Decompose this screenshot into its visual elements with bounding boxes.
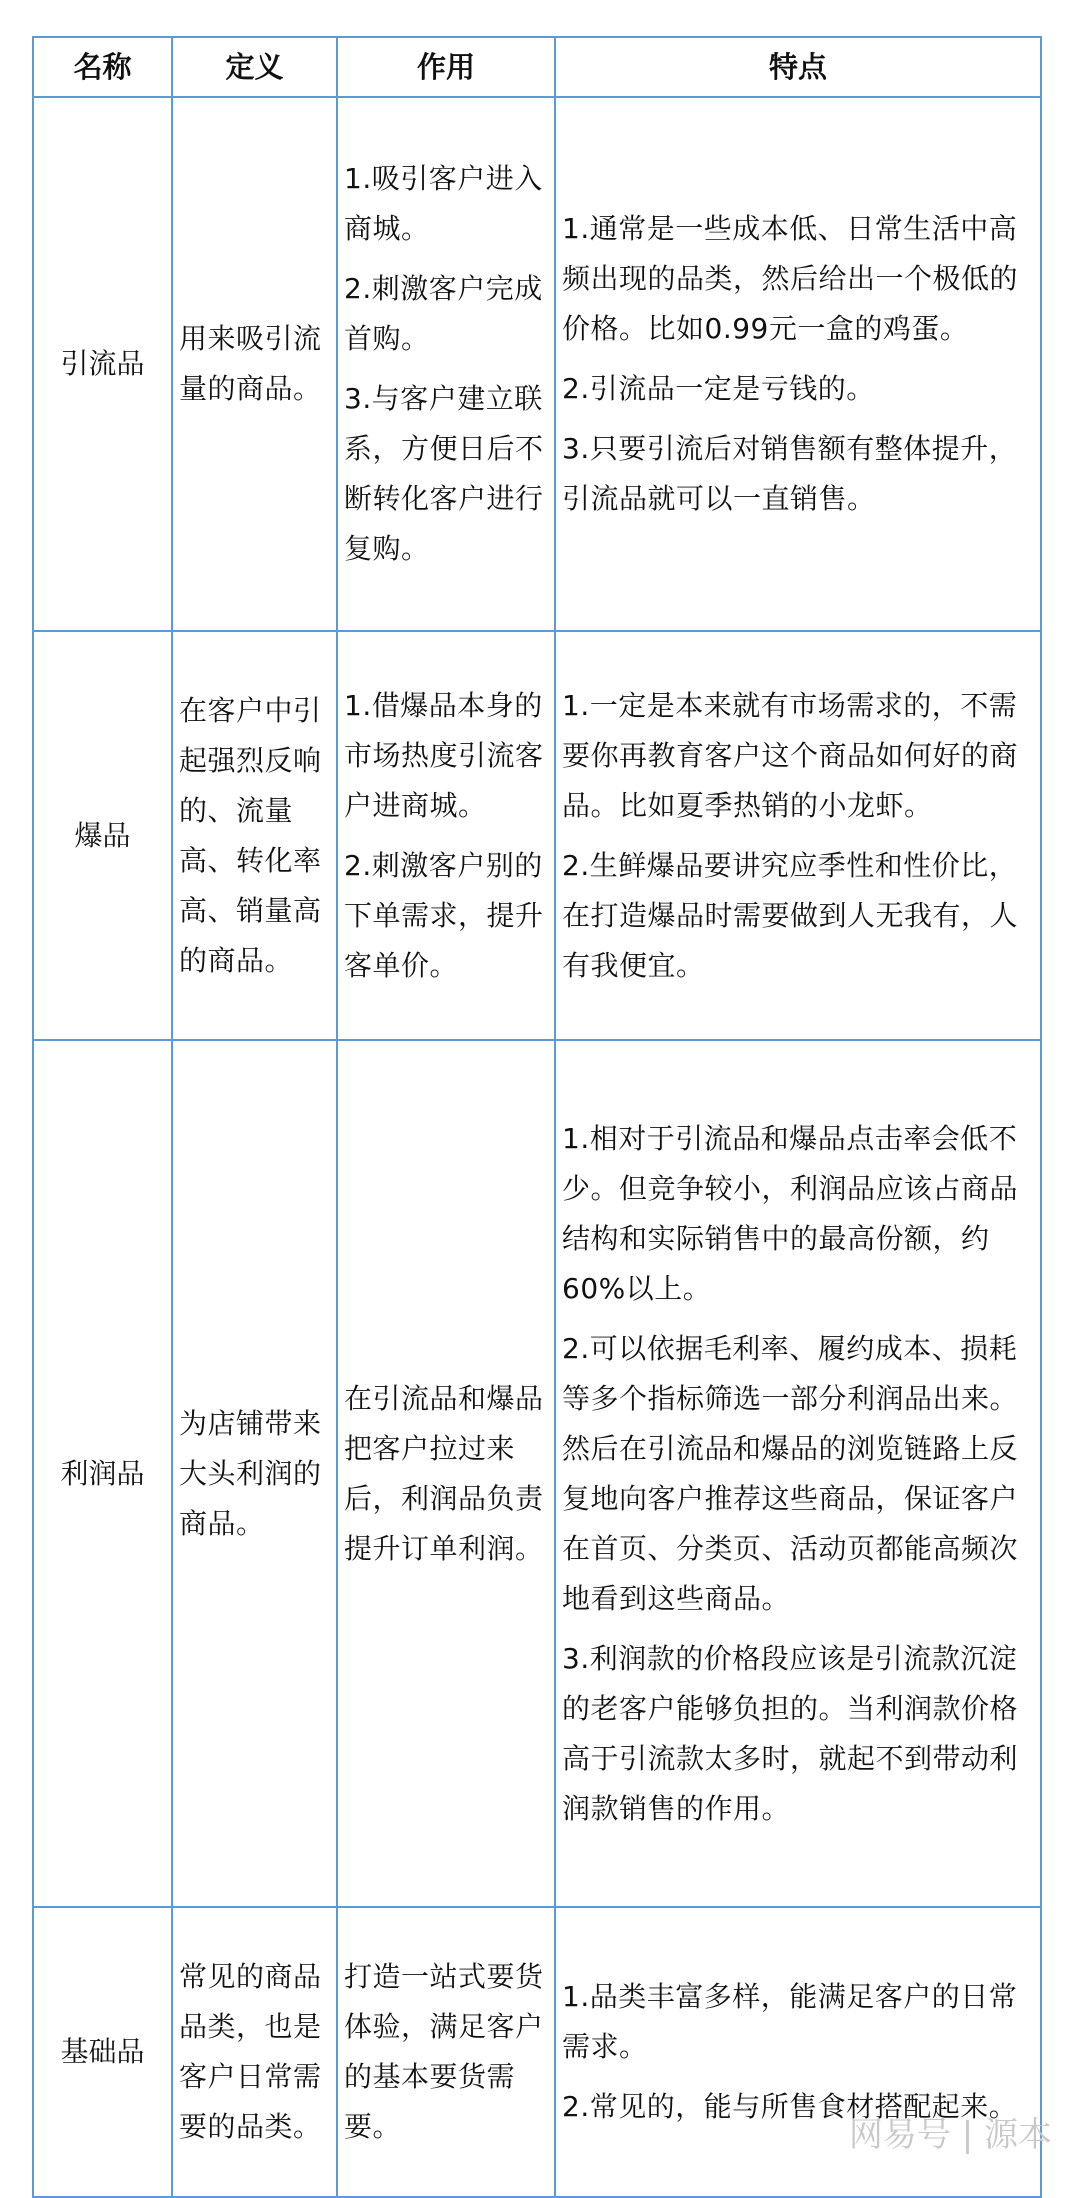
use-item: 1.借爆品本身的市场热度引流客户进商城。	[344, 688, 544, 822]
table-row	[33, 1040, 1041, 1907]
row-definition: 在客户中引起强烈反响的、流量高、转化率高、销量高的商品。	[172, 631, 337, 1040]
feature-item: 1.品类丰富多样，能满足客户的日常需求。	[562, 1980, 1018, 2063]
feature-item: 1.相对于引流品和爆品点击率会低不少。但竞争较小，利润品应该占商品结构和实际销售中的最高份额，约60%以上。	[562, 1121, 1019, 1305]
feature-item: 1.通常是一些成本低、日常生活中高频出现的品类，然后给出一个极低的价格。比如0.99元一盒的鸡蛋。	[562, 212, 1019, 345]
row-definition: 常见的商品品类，也是客户日常需要的品类。	[172, 1907, 337, 2197]
header-definition: 定义	[172, 37, 337, 97]
table-row	[33, 631, 1041, 1040]
use-item: 在引流品和爆品把客户拉过来后，利润品负责提升订单利润。	[344, 1381, 544, 1565]
use-item: 2.刺激客户别的下单需求，提升客单价。	[344, 848, 544, 982]
header-row	[33, 37, 1041, 97]
feature-item: 2.常见的，能与所售食材搭配起来。	[562, 2090, 1018, 2123]
use-item: 打造一站式要货体验，满足客户的基本要货需要。	[344, 1960, 544, 2143]
row-features	[555, 1040, 1041, 1907]
row-definition: 为店铺带来大头利润的商品。	[172, 1040, 337, 1907]
feature-item: 2.引流品一定是亏钱的。	[562, 372, 875, 405]
row-features	[555, 631, 1041, 1040]
row-name: 基础品	[33, 1907, 172, 2197]
feature-item: 3.利润款的价格段应该是引流款沉淀的老客户能够负担的。当利润款价格高于引流款太多时，就起不到带动利润款销售的作用。	[562, 1641, 1019, 1825]
table-row	[33, 97, 1041, 631]
use-item: 1.吸引客户进入商城。	[344, 162, 543, 245]
row-name: 引流品	[33, 97, 172, 631]
header-use: 作用	[337, 37, 555, 97]
header-features: 特点	[555, 37, 1041, 97]
header-name: 名称	[33, 37, 172, 97]
row-name: 爆品	[33, 631, 172, 1040]
feature-item: 3.只要引流后对销售额有整体提升，引流品就可以一直销售。	[562, 432, 1018, 515]
row-definition: 用来吸引流量的商品。	[172, 97, 337, 631]
watermark: 网易号 | 源本	[848, 2115, 1052, 2155]
use-item: 2.刺激客户完成首购。	[344, 272, 543, 355]
row-use	[337, 1040, 555, 1907]
use-item: 3.与客户建立联系，方便日后不断转化客户进行复购。	[344, 382, 544, 565]
feature-item: 2.生鲜爆品要讲究应季性和性价比，在打造爆品时需要做到人无我有，人有我便宜。	[562, 848, 1019, 982]
row-features	[555, 97, 1041, 631]
product-category-table	[32, 36, 1042, 2198]
row-use	[337, 1907, 555, 2197]
row-name: 利润品	[33, 1040, 172, 1907]
row-use	[337, 631, 555, 1040]
feature-item: 2.可以依据毛利率、履约成本、损耗等多个指标筛选一部分利润品出来。然后在引流品和爆品的浏览链路上反复地向客户推荐这些商品，保证客户在首页、分类页、活动页都能高频次地看到这些商品。	[562, 1331, 1019, 1615]
feature-item: 1.一定是本来就有市场需求的，不需要你再教育客户这个商品如何好的商品。比如夏季热销的小龙虾。	[562, 688, 1019, 822]
row-use	[337, 97, 555, 631]
